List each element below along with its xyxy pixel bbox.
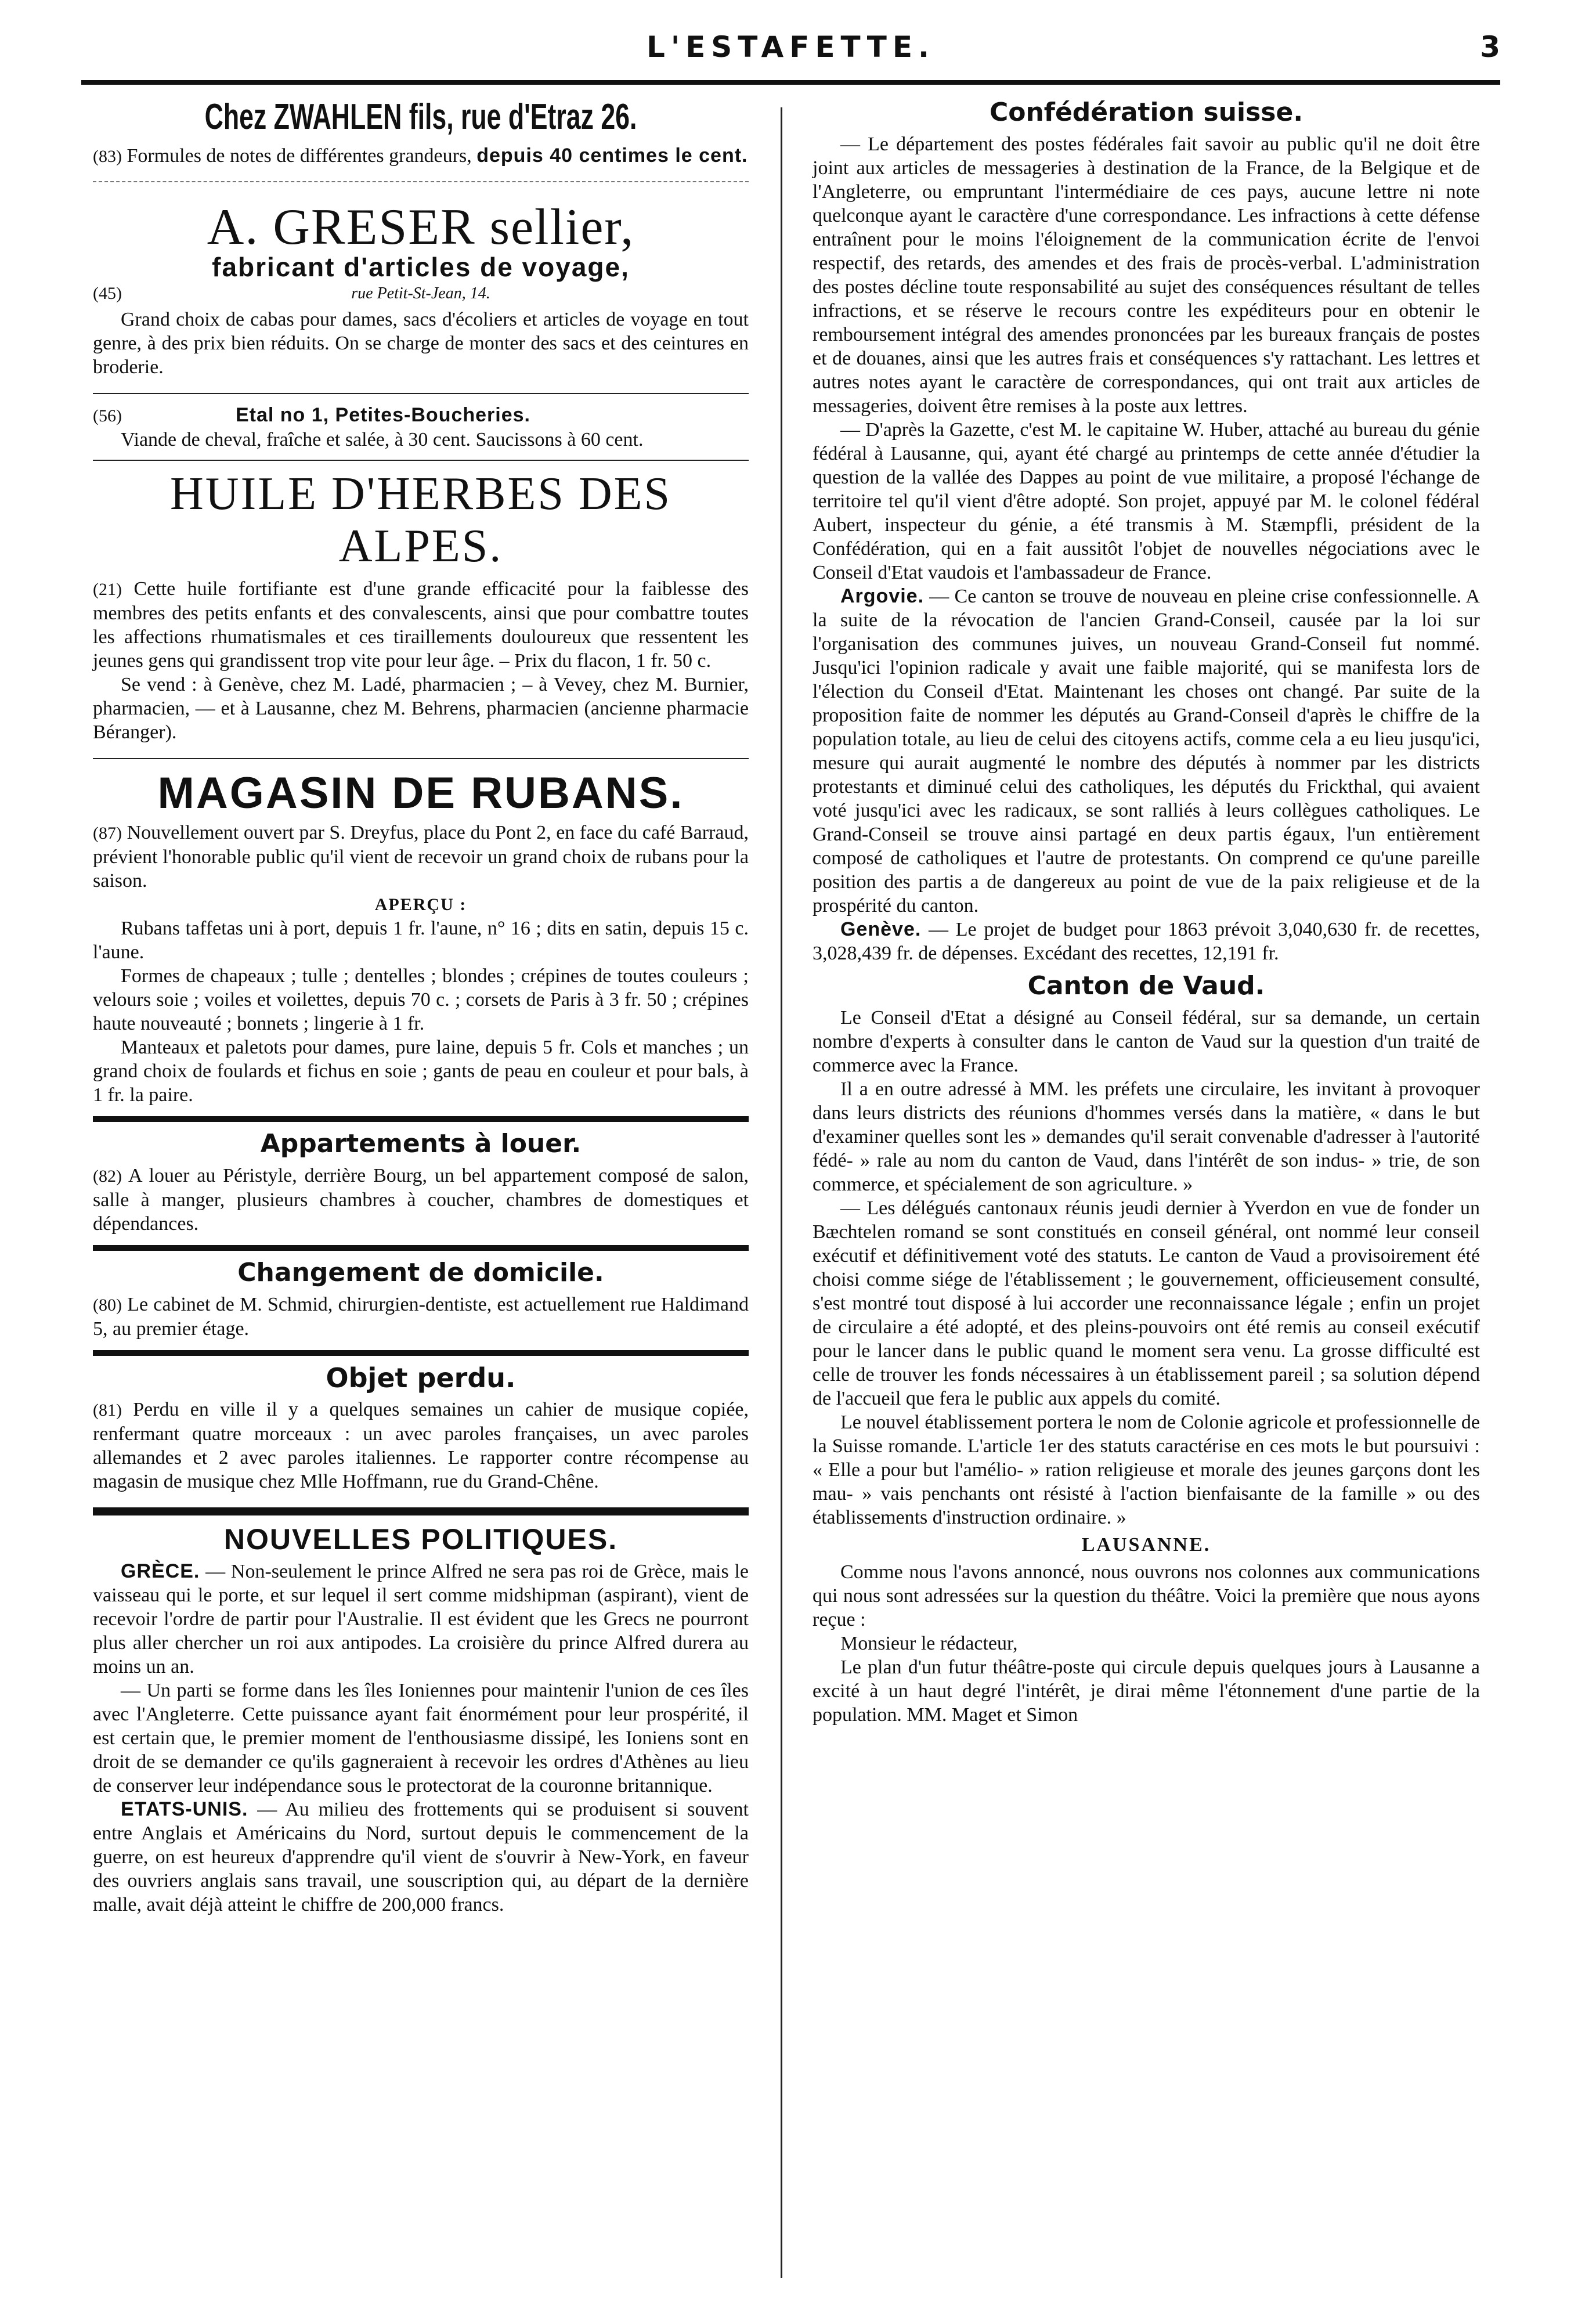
- grece-text: GRÈCE. — Non-seulement le prince Alfred ne sera pas roi de Grèce, mais le vaisseau qui le porte, et sur lequel il sert comme midshipman (aspirant), vient de recevoir l'ordre de partir pour l'Australie. Il est évident que les Grecs ne pourront plus aller chercher un roi aux antipodes. La croisière du prince Alfred durera au moins un an.: [93, 1560, 749, 1677]
- greser-text: Grand choix de cabas pour dames, sacs d'écoliers et articles de voyage en tout genre, à des prix bien réduits. On se charge de monter des sacs et des ceintures en broderie.: [93, 309, 749, 378]
- rubans-p2: Formes de chapeaux ; tulle ; dentelles ; blondes ; crépines de toutes couleurs ; velours soie ; voiles et voilettes, depuis 70 c. ; corsets de Paris à 3 fr. 50 ; crépines haute nouveauté ; bonnets ; lingerie à 1 fr.: [93, 965, 749, 1034]
- zwahlen-ad: (83) Formules de notes de différentes grandeurs, depuis 40 centimes le cent.: [93, 145, 748, 167]
- greser-address: rue Petit-St-Jean, 14.: [351, 284, 490, 302]
- greser-subtitle: fabricant d'articles de voyage,: [212, 252, 630, 282]
- header-rule: [81, 80, 1500, 85]
- lausanne-p1: Comme nous l'avons annoncé, nous ouvrons nos colonnes aux communications qui nous sont adressées sur la question du théâtre. Voici la première que nous ayons reçue :: [813, 1561, 1480, 1630]
- rubans-p3: Manteaux et paletots pour dames, pure laine, depuis 5 fr. Cols et manches ; un grand choix de foulards et fichus en soie ; gants de peau en couleur et pour bals, à 1 fr. la paire.: [93, 1037, 749, 1106]
- rubans-apercu: APERÇU :: [374, 895, 467, 914]
- usa-text: ETATS-UNIS. — Au milieu des frottements qui se produisent si souvent entre Anglais et Américains du Nord, surtout depuis le commencement de la guerre, on est heureux d'apprendre qu'il vient de s'ouvrir à New-York, en faveur des ouvriers anglais sans travail, une souscription qui, au départ de la dernière malle, avait déjà atteint le chiffre de 200,000 francs.: [93, 1798, 749, 1915]
- rubans-p1: Rubans taffetas uni à port, depuis 1 fr. l'aune, n° 16 ; dits en satin, depuis 15 c. l'aune.: [93, 918, 749, 963]
- huile-text2: Se vend : à Genève, chez M. Ladé, pharmacien ; – à Vevey, chez M. Burnier, pharmacien, — et à Lausanne, chez M. Behrens, pharmacien (ancienne pharmacie Béranger).: [93, 674, 749, 743]
- huile-title: HUILE D'HERBES DES ALPES.: [170, 468, 671, 572]
- grece-text2: — Un parti se forme dans les îles Ioniennes pour maintenir l'union de ces îles avec l'Angleterre. Cette puissance ayant fait énormément pour leur prospérité, il est certain que, le premier moment de l'enthousiasme dissipé, les Ioniens sont en droit de se demander ce qu'ils gagneraient à recevoir les ordres d'Athènes au lieu de conserver leur indépendance sous le protectorat de la couronne britannique.: [93, 1680, 749, 1796]
- domicile-title: Changement de domicile.: [237, 1258, 604, 1287]
- etal-text: Viande de cheval, fraîche et salée, à 30 cent. Saucissons à 60 cent.: [121, 429, 644, 450]
- rubans-title: MAGASIN DE RUBANS.: [157, 768, 684, 818]
- objet-text: (81) Perdu en ville il y a quelques semaines un cahier de musique copiée, renfermant quatre morceaux : un avec paroles françaises, un avec paroles allemandes et 2 avec paroles italiennes. Le rapporter contre récompense au magasin de musique chez Mlle Hoffmann, rue du Grand-Chêne.: [93, 1399, 749, 1492]
- divider: [93, 393, 749, 394]
- domicile-text: (80) Le cabinet de M. Schmid, chirurgien-dentiste, est actuellement rue Haldimand 5, au premier étage.: [93, 1294, 749, 1340]
- thick-rule: [93, 1116, 749, 1122]
- vaud-p3: — Les délégués cantonaux réunis jeudi dernier à Yverdon en vue de fonder un Bæchtelen romand se sont constitués en conseil général, ont nommé leur conseil exécutif et définitivement voté des statuts. Le canton de Vaud a provisoirement été choisi comme siége de l'établissement ; le gouvernement, officieusement consulté, s'est montré tout disposé à lui accorder une reconnaissance légale ; enfin un projet de circulaire a été adopté, et des pleins-pouvoirs ont été remis au conseil exécutif pour le lancer dans le public quand le moment sera venu. La grosse difficulté est celle de trouver les fonds nécessaires à un établissement pareil ; sa solution dépend de l'accueil que fera le public aux appels du comité.: [813, 1197, 1480, 1409]
- lausanne-p2: Monsieur le rédacteur,: [840, 1633, 1018, 1654]
- divider: [93, 758, 749, 759]
- conf-p1: — Le département des postes fédérales fait savoir au public qu'il ne doit être joint aux articles de messageries à destination de la France, de la Belgique et de l'Angleterre, ou empruntant l'intermédiaire de ces pays, aucune lettre ni note quelconque ayant le caractère d'une correspondance. Les infractions à cette défense entraînent pour le moins l'éloignement de la communication écrite de l'envoi respectif, des retards, des amendes et des frais de procès-verbal. L'administration des postes décline toute responsabilité au sujet des conséquences résultant de telles infractions, et se réserve le recours contre les expéditeurs pour en obtenir le remboursement intégral des amendes prononcées par les bureaux français de postes et de douanes, ainsi que les autres frais et conséquences s'y rattachant. Les lettres et autres notes ayant le caractère de correspondances, qui ont trait aux articles de messageries, doivent être remises à la poste aux lettres.: [813, 133, 1480, 417]
- divider: [93, 181, 749, 182]
- greser-title: A. GRESER sellier,: [207, 199, 635, 255]
- objet-title: Objet perdu.: [326, 1362, 516, 1394]
- newspaper-title: L'ESTAFETTE.: [646, 30, 936, 64]
- rubans-text: (87) Nouvellement ouvert par S. Dreyfus, place du Pont 2, en face du café Barraud, prévient l'honorable public qu'il vient de recevoir un grand choix de rubans pour la saison.: [93, 822, 749, 892]
- thick-rule: [93, 1507, 749, 1515]
- page-header: [81, 30, 1500, 65]
- left-column: [93, 93, 749, 1917]
- vaud-p4: Le nouvel établissement portera le nom de Colonie agricole et professionnelle de la Suisse romande. L'article 1er des statuts caractérise en ces mots le but poursuivi : « Elle a pour but l'amélio- » ration religieuse et morale des jeunes garçons dont les mau- » vais penchants ont résisté à l'action bienfaisante de la famille » ou des établissements d'instruction ordinaire. »: [813, 1412, 1480, 1528]
- nouvelles-title: NOUVELLES POLITIQUES.: [223, 1523, 618, 1556]
- column-divider: [781, 107, 782, 2278]
- confederation-title: Confédération suisse.: [989, 98, 1303, 127]
- vaud-p2: Il a en outre adressé à MM. les préfets une circulaire, les invitant à provoquer dans leurs districts des réunions d'hommes versés dans la matière, « dans le but d'examiner quelles sont les » demandes qu'il serait convenable d'adresser à l'autorité fédé- » rale au nom du canton de Vaud, dans l'intérêt de son indus- » trie, de son commerce, et spécialement de son agriculture. »: [813, 1078, 1480, 1195]
- divider: [93, 460, 749, 461]
- page-number: 3: [1480, 30, 1500, 64]
- thick-rule: [93, 1350, 749, 1356]
- geneve-text: Genève. — Le projet de budget pour 1863 prévoit 3,040,630 fr. de recettes, 3,028,439 fr. de dépenses. Excédant des recettes, 12,191 fr.: [813, 918, 1480, 964]
- thick-rule: [93, 1245, 749, 1251]
- argovie-text: Argovie. — Ce canton se trouve de nouveau en pleine crise confessionnelle. A la suite de la révocation de l'ancien Grand-Conseil, causée par la loi sur l'organisation des communes juives, un nouveau Grand-Conseil fut nommé. Jusqu'ici l'opinion radicale y avait une faible majorité, qui se manifesta lors de l'élection du Conseil d'Etat. Maintenant les choses ont changé. Par suite de la proposition faite de nommer les députés au Grand-Conseil d'après le chiffre de la population totale, au lieu de celui des citoyens actifs, comme cela a eu lieu jusqu'ici, mesure qui aurait augmenté le nombre des députés à nommer par les districts protestants et diminué celui des catholiques, les députés du Frickthal, qui avaient voté jusqu'ici avec les radicaux, se sont ralliés à leurs collègues catholiques. Le Grand-Conseil se trouve ainsi partagé en deux partis égaux, l'un entièrement composé de catholiques et l'autre de protestants. On comprend ce qu'une pareille position des partis a de dangereux au point de vue de la paix religieuse et de la prospérité du canton.: [813, 585, 1480, 916]
- conf-p2: — D'après la Gazette, c'est M. le capitaine W. Huber, attaché au bureau du génie fédéral à Lausanne, qui, ayant été chargé au printemps de cette année d'étudier la question de la vallée des Dappes au point de vue militaire, a proposé l'échange de territoire tel qu'il vient d'être adopté. Son projet, appuyé par M. le colonel fédéral Aubert, inspecteur du génie, a été transmis à M. Stæmpfli, président de la Confédération, qui en a fait aussitôt l'objet de nouvelles négociations avec le Conseil d'Etat vaudois et l'ambassadeur de France.: [813, 419, 1480, 583]
- etal-header: (56) Etal no 1, Petites-Boucheries.: [93, 404, 530, 426]
- lausanne-p3: Le plan d'un futur théâtre-poste qui circule depuis quelques jours à Lausanne a excité à un haut degré l'intérêt, je dirai même l'étonnement d'une partie de la population. MM. Maget et Simon: [813, 1657, 1480, 1726]
- vaud-title: Canton de Vaud.: [1027, 971, 1265, 1001]
- zwahlen-title: Chez ZWAHLEN fils, rue d'Etraz 26.: [204, 97, 637, 137]
- right-column: [813, 93, 1480, 1727]
- huile-text: (21) Cette huile fortifiante est d'une grande efficacité pour la faiblesse des membres des petits enfants et des convalescents, ainsi que pour combattre toutes les affections rhumatismales et ces tiraillements douloureux que ressentent les jeunes gens qui grandissent trop vite pour leur âge. – Prix du flacon, 1 fr. 50 c.: [93, 578, 749, 672]
- greser-address-line: (45) rue Petit-St-Jean, 14.: [93, 282, 749, 305]
- lausanne-title: LAUSANNE.: [1081, 1534, 1211, 1556]
- appartements-title: Appartements à louer.: [260, 1129, 582, 1159]
- vaud-p1: Le Conseil d'Etat a désigné au Conseil fédéral, sur sa demande, un certain nombre d'experts à consulter dans le canton de Vaud sur la question d'un traité de commerce avec la France.: [813, 1007, 1480, 1076]
- appartements-text: (82) A louer au Péristyle, derrière Bourg, un bel appartement composé de salon, salle à manger, plusieurs chambres à coucher, chambres de domestiques et dépendances.: [93, 1165, 749, 1235]
